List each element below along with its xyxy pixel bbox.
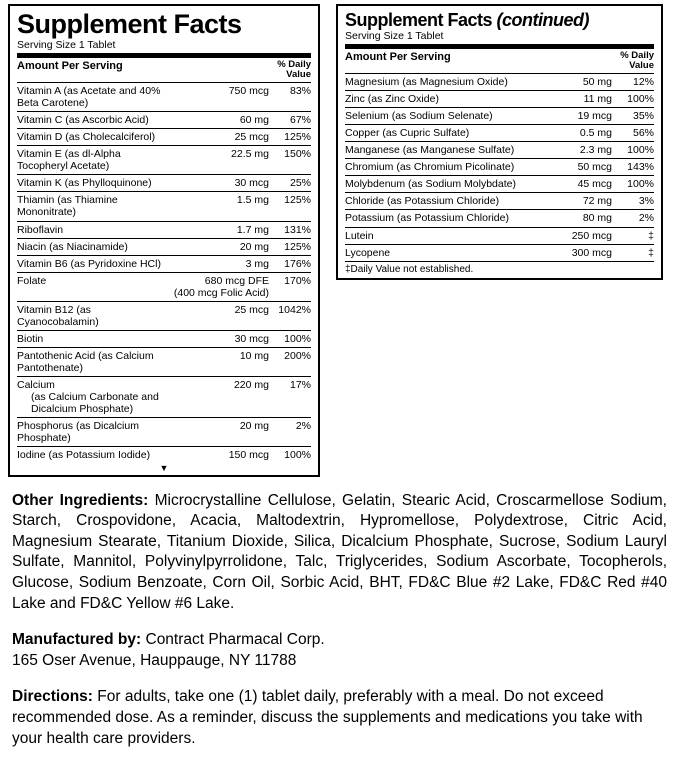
nutrient-name: Potassium (as Potassium Chloride) bbox=[345, 210, 561, 227]
nutrient-name: Vitamin E (as dl-Alpha Tocopheryl Acetate) bbox=[17, 146, 174, 175]
table-row bbox=[17, 255, 311, 272]
nutrient-name: Niacin (as Niacinamide) bbox=[17, 238, 174, 255]
nutrient-name: Vitamin D (as Cholecalciferol) bbox=[17, 129, 174, 146]
directions-label: Directions: bbox=[12, 688, 93, 706]
nutrient-amount: 25 mcg bbox=[174, 129, 269, 146]
panel-left-header-row bbox=[17, 58, 311, 82]
nutrient-name: Vitamin C (as Ascorbic Acid) bbox=[17, 112, 174, 129]
other-ingredients-text: Microcrystalline Cellulose, Gelatin, Stearic Acid, Croscarmellose Sodium, Starch, Crospovidone, Acacia, Maltodextrin, Hypromellose, Polydextrose, Citric Acid, Magnesium Stearate, Titanium Dioxide, Silica, Dicalcium Phosphate, Sucrose, Sodium Lauryl Sulfate, Mannitol, Polyvinylpyrrolidone, Talc, Triglycerides, Sodium Ascorbate, Tocopherols, Glucose, Sodium Benzoate, Corn Oil, Sorbic Acid, BHT, FD&C Blue #2 Lake, FD&C Red #40 Lake and FD&C Yellow #6 Lake. bbox=[12, 491, 667, 612]
manufactured-by-label: Manufactured by: bbox=[12, 631, 142, 649]
supplement-facts-panel-left bbox=[8, 4, 320, 477]
nutrient-name: Phosphorus (as Dicalcium Phosphate) bbox=[17, 418, 174, 447]
panel-right-title-text: Supplement Facts bbox=[345, 10, 493, 30]
table-row bbox=[345, 210, 654, 227]
table-row bbox=[345, 73, 654, 90]
continues-arrow-icon: ▼ bbox=[159, 462, 169, 473]
nutrient-dv: 125% bbox=[269, 238, 311, 255]
table-row bbox=[17, 377, 311, 418]
nutrient-name: Vitamin K (as Phylloquinone) bbox=[17, 175, 174, 192]
panel-left-table bbox=[17, 58, 311, 464]
table-row bbox=[345, 142, 654, 159]
table-row bbox=[17, 418, 311, 447]
table-row bbox=[345, 159, 654, 176]
nutrient-dv: 100% bbox=[612, 142, 654, 159]
supplement-facts-panels bbox=[8, 4, 671, 477]
nutrient-amount: 1.7 mg bbox=[174, 221, 269, 238]
nutrient-name: Lutein bbox=[345, 227, 561, 244]
nutrient-dv: 17% bbox=[269, 377, 311, 418]
nutrient-name: Lycopene bbox=[345, 246, 391, 259]
nutrient-dv: 67% bbox=[269, 112, 311, 129]
nutrient-dv: 100% bbox=[284, 449, 311, 462]
panel-right-header-spacer bbox=[561, 49, 612, 73]
nutrient-amount: 750 mcg bbox=[174, 82, 269, 111]
manufactured-by-line bbox=[12, 630, 667, 651]
panel-right-header-row bbox=[345, 49, 654, 73]
panel-left-title: Supplement Facts bbox=[17, 9, 242, 39]
other-ingredients-label: Other Ingredients: bbox=[12, 491, 149, 509]
table-row bbox=[17, 221, 311, 238]
nutrient-amount: 19 mcg bbox=[561, 108, 612, 125]
nutrient-name: Vitamin B12 (as Cyanocobalamin) bbox=[17, 301, 174, 330]
directions-block bbox=[12, 687, 667, 749]
nutrient-amount: 50 mcg bbox=[561, 159, 612, 176]
nutrient-dv: 100% bbox=[269, 330, 311, 347]
table-row bbox=[345, 244, 654, 261]
nutrient-dv: 35% bbox=[612, 108, 654, 125]
nutrient-dv: 170% bbox=[269, 272, 311, 301]
nutrient-name: Pantothenic Acid (as Calcium Pantothenate) bbox=[17, 348, 174, 377]
nutrient-amount: 11 mg bbox=[561, 91, 612, 108]
nutrient-amount: 25 mcg bbox=[174, 301, 269, 330]
nutrient-amount: 30 mcg bbox=[174, 175, 269, 192]
nutrient-name: Copper (as Cupric Sulfate) bbox=[345, 125, 561, 142]
daily-value-footnote: ‡Daily Value not established. bbox=[345, 261, 654, 275]
nutrient-name: Zinc (as Zinc Oxide) bbox=[345, 91, 561, 108]
supplement-facts-panel-right bbox=[336, 4, 663, 280]
panel-right-dv-header: % Daily Value bbox=[612, 49, 654, 73]
nutrient-amount: 1.5 mg bbox=[174, 192, 269, 221]
nutrient-dv: 2% bbox=[612, 210, 654, 227]
nutrient-dv: 200% bbox=[269, 348, 311, 377]
nutrient-amount: 20 mg bbox=[174, 418, 269, 447]
other-ingredients-paragraph bbox=[12, 491, 667, 615]
panel-right-title bbox=[345, 11, 654, 29]
panel-right-title-continued: (continued) bbox=[496, 10, 590, 30]
nutrient-name: Vitamin A (as Acetate and 40% Beta Carotene) bbox=[17, 82, 174, 111]
nutrient-amount: 10 mg bbox=[174, 348, 269, 377]
nutrient-amount: 2.3 mg bbox=[561, 142, 612, 159]
table-row bbox=[345, 227, 654, 244]
nutrient-name: Iodine (as Potassium Iodide) bbox=[17, 449, 151, 462]
nutrient-amount: 72 mg bbox=[561, 193, 612, 210]
table-row bbox=[17, 447, 311, 464]
nutrient-dv: 1042% bbox=[269, 301, 311, 330]
nutrient-dv: 125% bbox=[269, 129, 311, 146]
nutrient-dv: 100% bbox=[612, 176, 654, 193]
nutrient-amount: 150 mcg bbox=[228, 449, 269, 462]
nutrient-dv: 150% bbox=[269, 146, 311, 175]
table-row bbox=[17, 330, 311, 347]
directions-text: For adults, take one (1) tablet daily, preferably with a meal. Do not exceed recommended dose. As a reminder, discuss the supplements and medications you take with your health care providers. bbox=[12, 688, 643, 747]
table-row bbox=[17, 112, 311, 129]
nutrient-amount: 300 mcg bbox=[571, 246, 612, 259]
nutrient-dv: 125% bbox=[269, 192, 311, 221]
nutrient-dv: 12% bbox=[612, 73, 654, 90]
nutrient-name bbox=[17, 377, 174, 418]
manufactured-by-company: Contract Pharmacal Corp. bbox=[141, 631, 325, 649]
nutrient-name: Biotin bbox=[17, 330, 174, 347]
nutrient-name: Folate bbox=[17, 272, 174, 301]
nutrient-amount: 50 mg bbox=[561, 73, 612, 90]
nutrient-amount-primary: 680 mcg DFE bbox=[204, 274, 269, 287]
nutrient-amount: 80 mg bbox=[561, 210, 612, 227]
nutrient-dv: 176% bbox=[269, 255, 311, 272]
nutrient-amount-secondary: (400 mcg Folic Acid) bbox=[173, 286, 269, 299]
panel-left-amount-header: Amount Per Serving bbox=[17, 58, 174, 82]
manufactured-by-address: 165 Oser Avenue, Hauppauge, NY 11788 bbox=[12, 651, 297, 669]
nutrient-amount: 60 mg bbox=[174, 112, 269, 129]
nutrient-name-sub: (as Calcium Carbonate and Dicalcium Phosphate) bbox=[31, 391, 159, 416]
panel-right-amount-header: Amount Per Serving bbox=[345, 49, 561, 73]
panel-left-dv-header: % Daily Value bbox=[269, 58, 311, 82]
nutrient-name: Vitamin B6 (as Pyridoxine HCl) bbox=[17, 255, 174, 272]
panel-right-table bbox=[345, 49, 654, 261]
nutrient-amount: 20 mg bbox=[174, 238, 269, 255]
nutrient-dv: 143% bbox=[612, 159, 654, 176]
nutrient-amount: 3 mg bbox=[174, 255, 269, 272]
nutrient-name: Molybdenum (as Sodium Molybdate) bbox=[345, 176, 561, 193]
nutrient-amount: 22.5 mg bbox=[174, 146, 269, 175]
table-row bbox=[17, 272, 311, 301]
table-row bbox=[17, 192, 311, 221]
nutrient-name: Chloride (as Potassium Chloride) bbox=[345, 193, 561, 210]
nutrient-dv: 131% bbox=[269, 221, 311, 238]
manufactured-by-block bbox=[12, 630, 667, 671]
table-row bbox=[17, 301, 311, 330]
nutrient-name: Selenium (as Sodium Selenate) bbox=[345, 108, 561, 125]
nutrient-dv: 25% bbox=[269, 175, 311, 192]
nutrient-amount bbox=[174, 272, 269, 301]
table-row bbox=[345, 125, 654, 142]
nutrient-name-primary: Calcium bbox=[17, 379, 55, 392]
table-row bbox=[17, 348, 311, 377]
panel-right-serving-size: Serving Size 1 Tablet bbox=[345, 30, 444, 42]
table-row bbox=[17, 82, 311, 111]
nutrient-dv: 83% bbox=[269, 82, 311, 111]
table-row bbox=[345, 91, 654, 108]
nutrient-dv: ‡ bbox=[612, 227, 654, 244]
table-row bbox=[345, 193, 654, 210]
panel-left-serving-size: Serving Size 1 Tablet bbox=[17, 39, 116, 51]
panel-left-header-spacer bbox=[174, 58, 269, 82]
nutrient-name: Thiamin (as Thiamine Mononitrate) bbox=[17, 192, 174, 221]
nutrient-amount: 0.5 mg bbox=[561, 125, 612, 142]
nutrient-amount: 30 mcg bbox=[174, 330, 269, 347]
table-row bbox=[345, 176, 654, 193]
nutrient-name: Manganese (as Manganese Sulfate) bbox=[345, 142, 561, 159]
nutrient-amount: 220 mg bbox=[174, 377, 269, 418]
nutrient-amount: 45 mcg bbox=[561, 176, 612, 193]
nutrient-name: Riboflavin bbox=[17, 221, 174, 238]
nutrient-dv: 100% bbox=[612, 91, 654, 108]
nutrient-amount: 250 mcg bbox=[561, 227, 612, 244]
nutrient-dv: 3% bbox=[612, 193, 654, 210]
table-row bbox=[17, 129, 311, 146]
nutrient-name: Chromium (as Chromium Picolinate) bbox=[345, 159, 561, 176]
nutrient-dv: 56% bbox=[612, 125, 654, 142]
nutrient-dv: 2% bbox=[269, 418, 311, 447]
nutrient-dv: ‡ bbox=[648, 246, 654, 259]
table-row bbox=[345, 108, 654, 125]
nutrient-name: Magnesium (as Magnesium Oxide) bbox=[345, 73, 561, 90]
table-row bbox=[17, 175, 311, 192]
table-row bbox=[17, 238, 311, 255]
table-row bbox=[17, 146, 311, 175]
